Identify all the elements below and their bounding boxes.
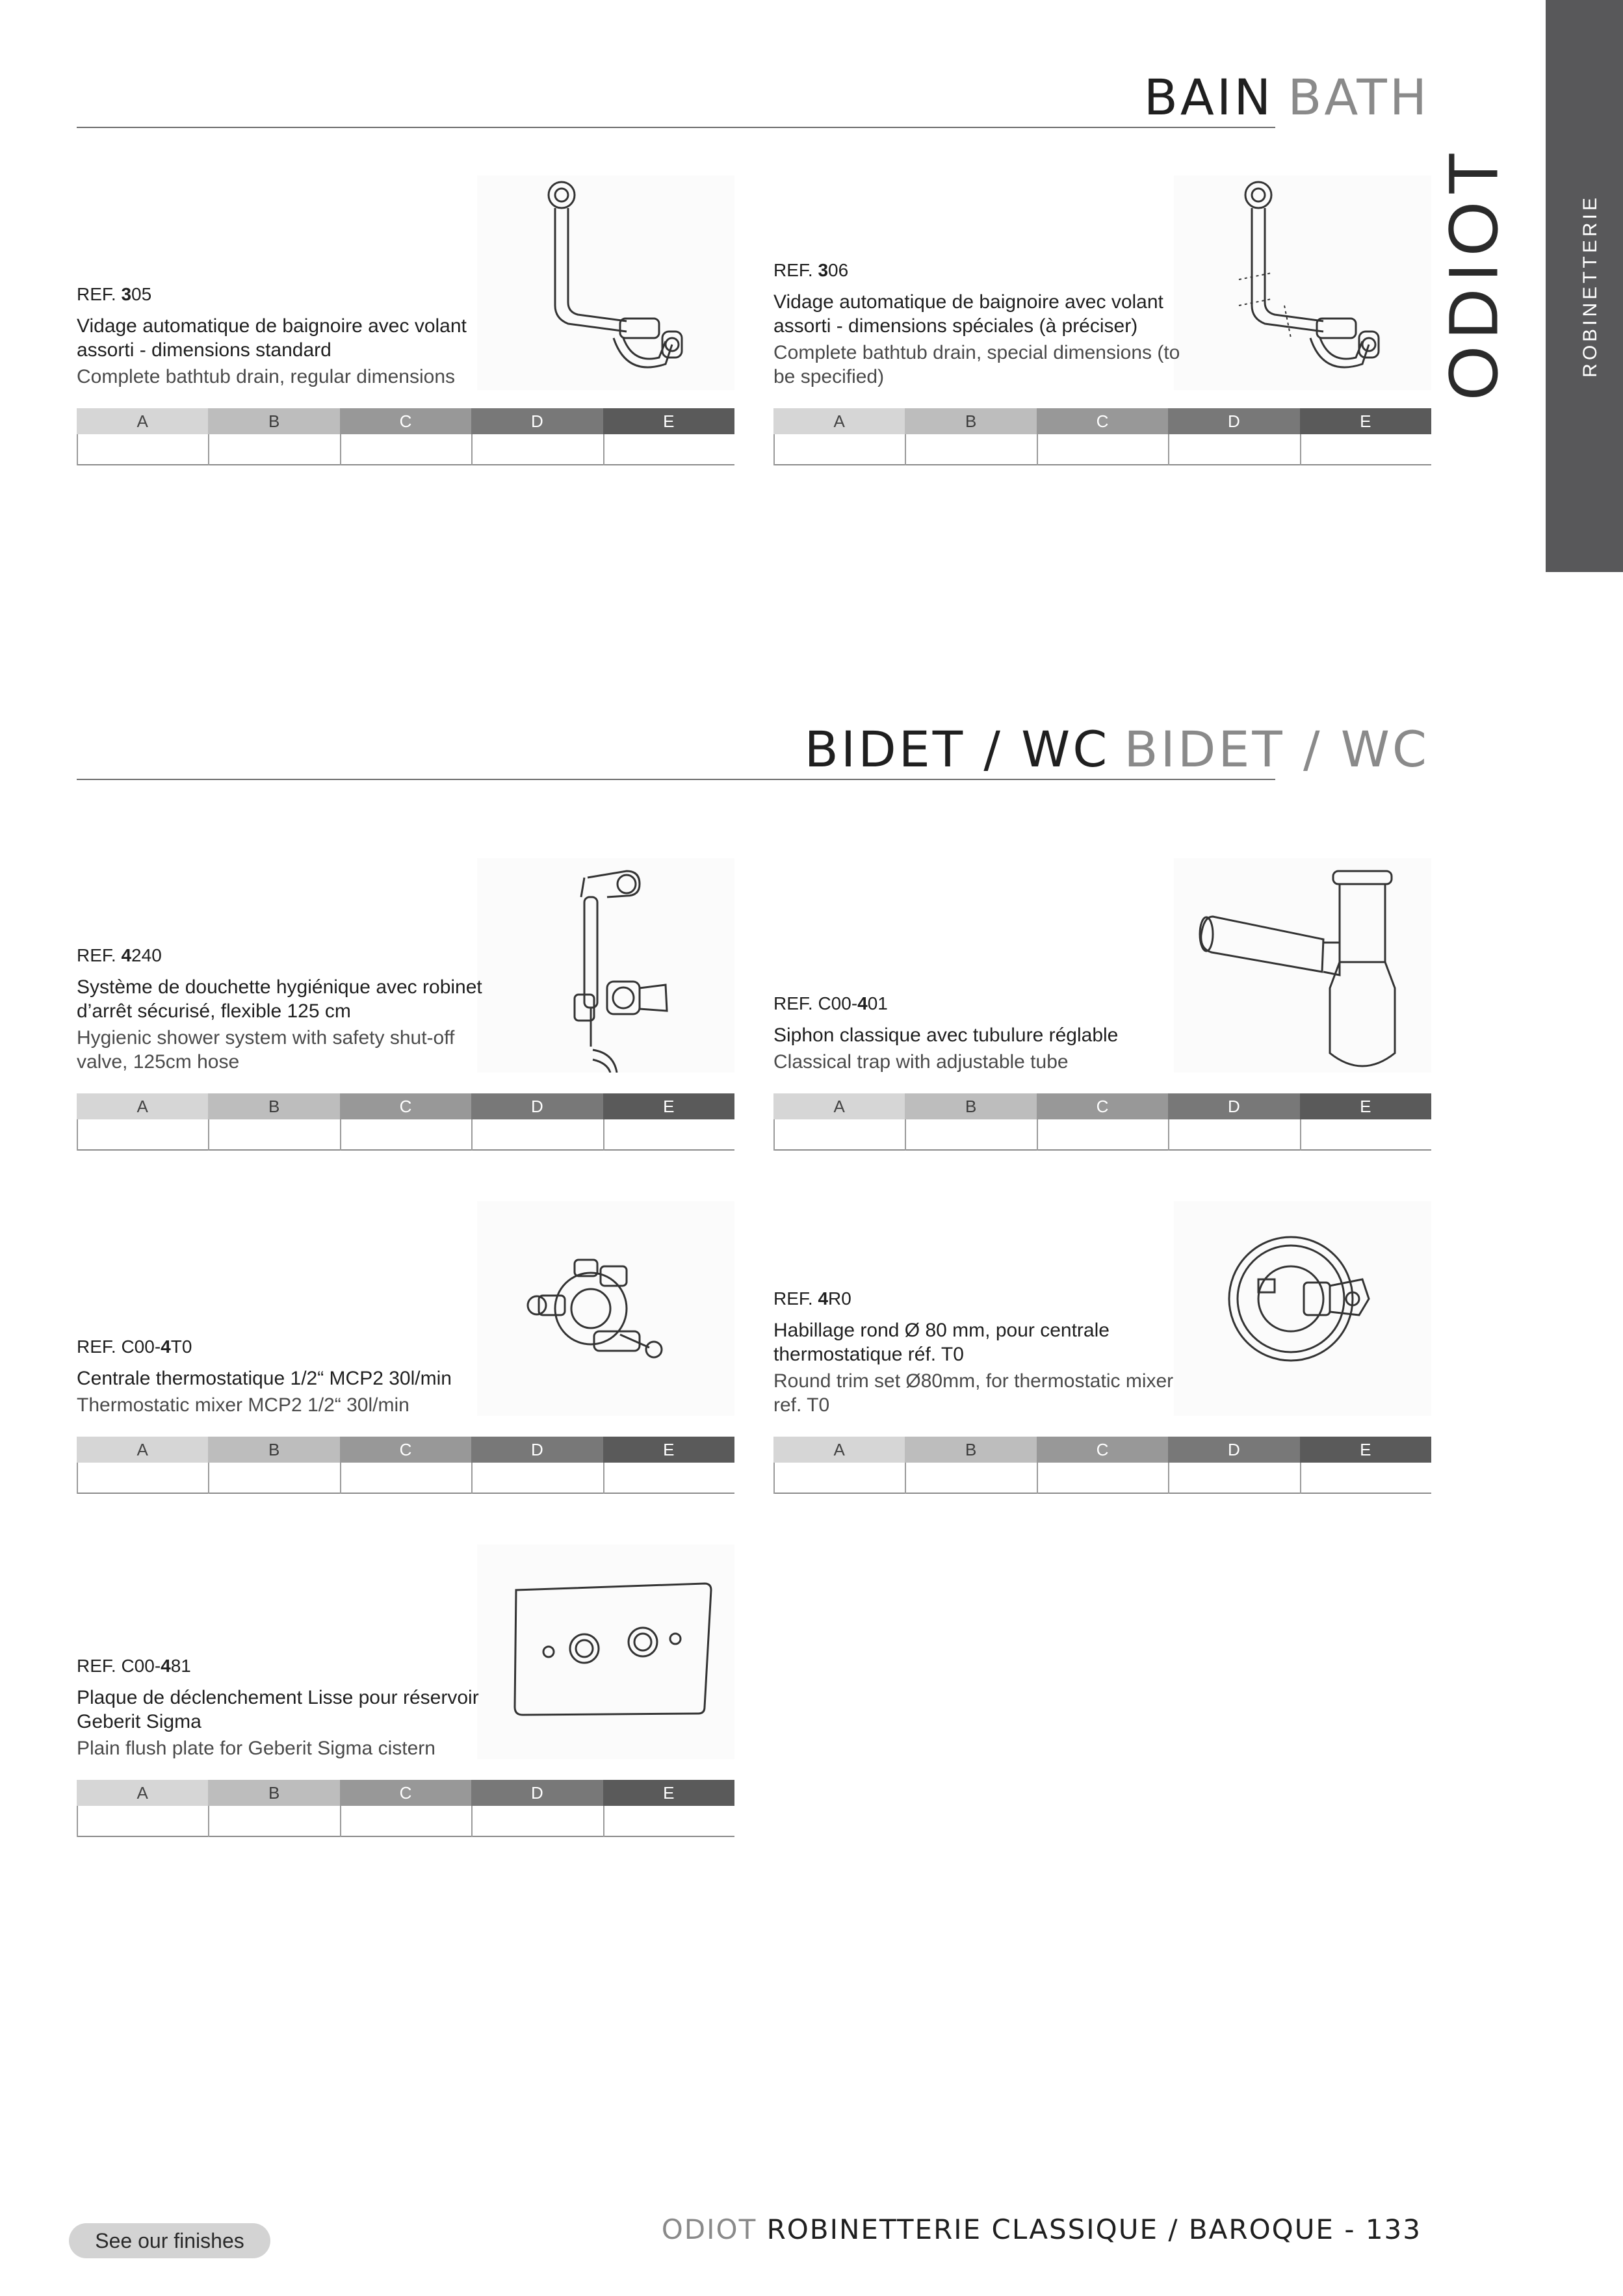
grade-e: E [1300,408,1431,434]
grade-b: B [208,1437,339,1463]
grade-d: D [1168,408,1299,434]
product-text [773,993,1189,1074]
grade-b: B [905,1437,1036,1463]
grade-d: D [1168,1093,1299,1119]
grade-a: A [773,1093,905,1119]
product-desc-fr: Système de douchette hygiénique avec robinet d’arrêt sécurisé, flexible 125 cm [77,976,482,1022]
product-desc-en: Classical trap with adjustable tube [773,1051,1069,1073]
section-rule [77,127,1275,128]
product-desc-en: Hygienic shower system with safety shut-off valve, 125cm hose [77,1027,455,1073]
product-text [77,1337,493,1417]
product-text [77,1656,493,1760]
section-title-bidet-wc [805,720,1429,778]
grade-table [773,408,1431,465]
product-card-4240 [77,858,734,1151]
product-text [773,1288,1189,1417]
page-footer [662,2213,1422,2245]
product-text [77,284,493,389]
section-title-en: BATH [1288,68,1429,126]
product-desc-en: Plain flush plate for Geberit Sigma cistern [77,1738,435,1759]
grade-d: D [471,1780,603,1806]
grade-table [77,1780,734,1837]
section-title-fr: BIDET / WC [804,720,1110,778]
product-desc-en: Thermostatic mixer MCP2 1/2“ 30l/min [77,1394,409,1416]
thermostatic-mixer-icon [477,1201,734,1416]
product-desc-en: Complete bathtub drain, regular dimensions [77,366,455,387]
grade-b: B [905,408,1036,434]
product-card-306 [773,176,1431,465]
grade-c: C [1037,408,1168,434]
grade-a: A [77,408,208,434]
round-trim-icon [1174,1201,1431,1416]
grade-c: C [1037,1093,1168,1119]
grade-table [77,1093,734,1151]
product-desc-fr: Plaque de déclenchement Lisse pour réservoir Geberit Sigma [77,1687,479,1732]
product-desc-en: Round trim set Ø80mm, for thermostatic mixer ref. T0 [773,1370,1174,1416]
grade-table [77,408,734,465]
product-text [773,260,1189,389]
grade-d: D [471,1093,603,1119]
section-title-bath [1144,68,1429,126]
product-desc-fr: Siphon classique avec tubulure réglable [773,1024,1119,1046]
product-ref: REF. C00-4T0 [77,1337,192,1357]
grade-table [77,1437,734,1494]
product-ref: REF. 4R0 [773,1288,851,1309]
grade-d: D [471,1437,603,1463]
product-ref: REF. 306 [773,260,849,280]
grade-e: E [603,1780,734,1806]
grade-a: A [77,1780,208,1806]
grade-b: B [208,1780,339,1806]
bathtub-drain-special-icon [1174,176,1431,390]
section-title-fr: BAIN [1143,68,1274,126]
see-finishes-button[interactable]: See our finishes [69,2223,270,2258]
product-text [77,945,493,1074]
grade-d: D [471,408,603,434]
product-desc-fr: Vidage automatique de baignoire avec volant assorti - dimensions standard [77,315,467,361]
grade-a: A [773,1437,905,1463]
product-ref: REF. 4240 [77,945,162,965]
grade-c: C [340,1780,471,1806]
grade-a: A [77,1437,208,1463]
bathtub-drain-icon [477,176,734,390]
grade-a: A [773,408,905,434]
grade-table [773,1437,1431,1494]
grade-c: C [1037,1437,1168,1463]
grade-c: C [340,1437,471,1463]
grade-e: E [1300,1437,1431,1463]
grade-d: D [1168,1437,1299,1463]
footer-title: ROBINETTERIE CLASSIQUE / BAROQUE - 133 [757,2213,1422,2245]
product-desc-fr: Centrale thermostatique 1/2“ MCP2 30l/min [77,1368,452,1389]
footer-brand: ODIOT [661,2213,757,2245]
grade-a: A [77,1093,208,1119]
brand-logo-vertical: ODIOT [1433,146,1513,400]
product-desc-fr: Habillage rond Ø 80 mm, pour centrale thermostatique réf. T0 [773,1320,1110,1365]
product-ref: REF. C00-401 [773,993,888,1013]
product-ref: REF. 305 [77,284,152,304]
grade-e: E [1300,1093,1431,1119]
section-title-en: BIDET / WC [1124,720,1429,778]
grade-b: B [208,1093,339,1119]
grade-b: B [208,408,339,434]
grade-e: E [603,408,734,434]
product-card-305 [77,176,734,465]
grade-e: E [603,1093,734,1119]
product-card-c00-4t0 [77,1201,734,1494]
product-ref: REF. C00-481 [77,1656,191,1676]
grade-c: C [340,1093,471,1119]
product-card-c00-401 [773,858,1431,1151]
siphon-trap-icon [1174,858,1431,1073]
grade-b: B [905,1093,1036,1119]
grade-table [773,1093,1431,1151]
product-desc-en: Complete bathtub drain, special dimensions (to be specified) [773,342,1180,387]
product-card-4r0 [773,1201,1431,1494]
grade-c: C [340,408,471,434]
flush-plate-icon [477,1545,734,1759]
hygienic-shower-icon [477,858,734,1073]
product-card-c00-481 [77,1545,734,1837]
section-rule [77,779,1275,780]
side-tab-label: ROBINETTERIE [1579,194,1601,378]
grade-e: E [603,1437,734,1463]
product-desc-fr: Vidage automatique de baignoire avec volant assorti - dimensions spéciales (à préciser) [773,291,1163,337]
